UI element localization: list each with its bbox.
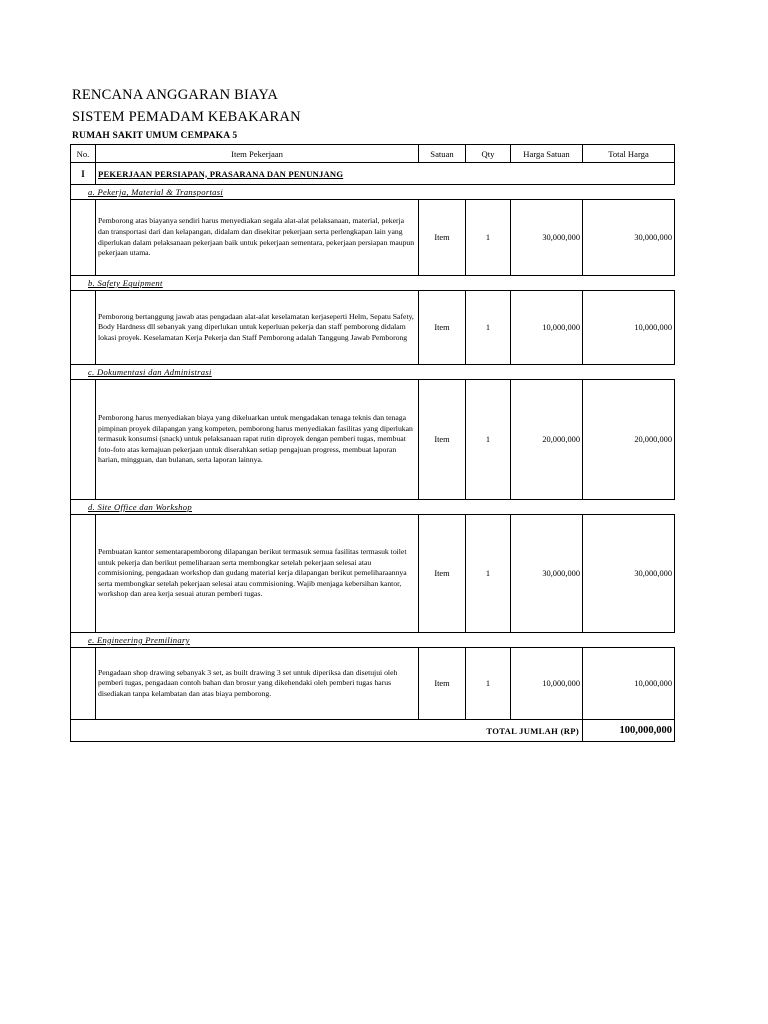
item-description: Pemborong atas biayanya sendiri harus menyediakan segala alat-alat pelaksanaan, material, pekerja dan transportasi dari dan kelapangan, didalam dan disekitar pekerjaan serta perlengkapan lain yang diperlukan dalam pelaksanaan pekerjaan baik untuk pekerjaan sementara, pekerjaan persiapan maupun pekerjaan utama.	[96, 200, 419, 276]
document-title: RENCANA ANGGARAN BIAYA	[72, 87, 279, 103]
table-row	[71, 291, 675, 365]
section-title: PEKERJAAN PERSIAPAN, PRASARANA DAN PENUNJANG	[96, 163, 675, 185]
item-satuan: Item	[419, 380, 466, 500]
document-header	[72, 86, 301, 141]
column-header-item: Item Pekerjaan	[96, 145, 419, 163]
item-harga-satuan: 10,000,000	[511, 648, 583, 720]
item-total-harga: 10,000,000	[583, 291, 675, 365]
total-label: TOTAL JUMLAH (RP)	[96, 720, 583, 742]
item-satuan: Item	[419, 200, 466, 276]
item-total-harga: 30,000,000	[583, 515, 675, 633]
item-description: Pembuatan kantor sementarapemborong dilapangan berikut termasuk semua fasilitas termasuk toilet untuk pekerja dan berikut pemeliharaan serta membongkar setelah pekerjaan selesai atau commisioning, pengadaan workshop dan gudang material kerja dilapangan berikut pemeliharaannya serta membongkar setelah pekerjaan selesai atau commisioning. Wajib menjaga kebersihan kantor, workshop dan area kerja sesuai aturan pemberi tugas.	[96, 515, 419, 633]
item-harga-satuan: 20,000,000	[511, 380, 583, 500]
table-row	[71, 648, 675, 720]
section-number: I	[71, 163, 96, 185]
item-harga-satuan: 10,000,000	[511, 291, 583, 365]
subsection-label: e. Engineering Premilinary	[88, 635, 190, 645]
subsection-label: c. Dokumentasi dan Administrasi	[88, 367, 212, 377]
table-header-row	[71, 145, 675, 163]
item-satuan: Item	[419, 291, 466, 365]
subsection-label: b. Safety Equipment	[88, 278, 163, 288]
item-harga-satuan: 30,000,000	[511, 200, 583, 276]
budget-table	[70, 144, 675, 742]
column-header-total-harga: Total Harga	[583, 145, 675, 163]
item-qty: 1	[466, 648, 511, 720]
item-qty: 1	[466, 380, 511, 500]
column-header-satuan: Satuan	[419, 145, 466, 163]
item-qty: 1	[466, 515, 511, 633]
total-value: 100,000,000	[583, 720, 675, 742]
column-header-harga-satuan: Harga Satuan	[511, 145, 583, 163]
item-total-harga: 20,000,000	[583, 380, 675, 500]
subsection-row	[71, 365, 675, 380]
table-row	[71, 200, 675, 276]
subsection-row	[71, 500, 675, 515]
table-row	[71, 380, 675, 500]
project-name: RUMAH SAKIT UMUM CEMPAKA 5	[72, 131, 238, 141]
item-satuan: Item	[419, 648, 466, 720]
item-description: Pemborong bertanggung jawab atas pengadaan alat-alat keselamatan kerjaseperti Helm, Sepatu Safety, Body Hardness dll sebanyak yang diperlukan untuk keperluan pekerja dan staff pemborong didalam lokasi proyek. Keselamatan Kerja Pekerja dan Staff Pemborong adalah Tanggung Jawab Pemborong	[96, 291, 419, 365]
item-description: Pemborong harus menyediakan biaya yang dikeluarkan untuk mengadakan tenaga teknis dan tenaga pimpinan proyek dilapangan yang kompeten, pemborong harus menyediakan fasilitas yang diperlukan termasuk konsumsi (snack) untuk pelaksanaan rapat rutin diproyek dengan pemberi tugas, membuat foto-foto atas kemajuan pekerjaan untuk diserahkan setiap pengajuan progress, membuat laporan harian, mingguan, dan bulanan, serta laporan lainnya.	[96, 380, 419, 500]
column-header-no: No.	[71, 145, 96, 163]
subsection-label: d. Site Office dan Workshop	[88, 502, 192, 512]
document-subtitle: SISTEM PEMADAM KEBAKARAN	[72, 109, 301, 125]
subsection-row	[71, 185, 675, 200]
table-row	[71, 515, 675, 633]
total-row	[71, 720, 675, 742]
subsection-label: a. Pekerja, Material & Transportasi	[88, 187, 224, 197]
item-description: Pengadaan shop drawing sebanyak 3 set, as built drawing 3 set untuk diperiksa dan disetujui oleh pemberi tugas, pengadaan contoh bahan dan brosur yang dikehendaki oleh pemberi tugas harus disediakan tanpa kelambatan dan atas biaya pemborong.	[96, 648, 419, 720]
subsection-row	[71, 633, 675, 648]
item-qty: 1	[466, 291, 511, 365]
item-satuan: Item	[419, 515, 466, 633]
item-total-harga: 10,000,000	[583, 648, 675, 720]
item-harga-satuan: 30,000,000	[511, 515, 583, 633]
subsection-row	[71, 276, 675, 291]
section-row	[71, 163, 675, 185]
item-qty: 1	[466, 200, 511, 276]
column-header-qty: Qty	[466, 145, 511, 163]
item-total-harga: 30,000,000	[583, 200, 675, 276]
